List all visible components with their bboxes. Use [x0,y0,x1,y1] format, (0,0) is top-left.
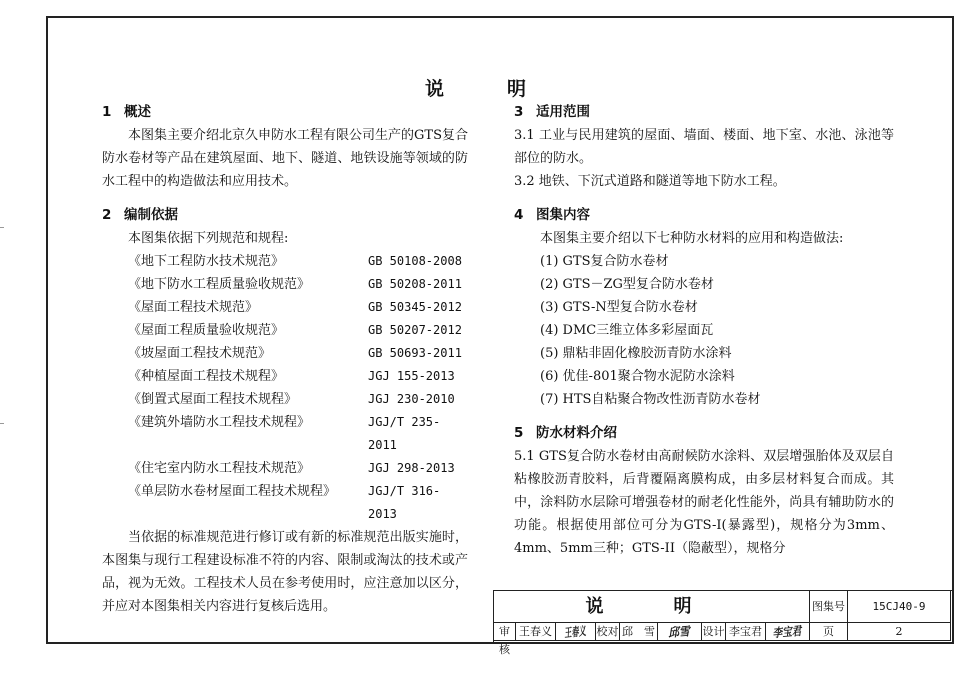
designer-signature: 李宝君 [766,623,810,641]
standard-name: 《屋面工程质量验收规范》 [128,323,285,338]
review-label: 审核 [494,623,516,641]
standard-name: 《单层防水卷材屋面工程技术规程》 [128,484,337,499]
section-heading [102,204,468,227]
standard-row [102,342,468,365]
scope-item: 3.2 地铁、下沉式道路和隧道等地下防水工程。 [514,174,786,189]
section-heading [514,101,894,124]
reviewer-signature: 王春义 [556,623,596,641]
contents-list [514,250,894,411]
contents-item: (1) GTS复合防水卷材 [540,254,669,269]
section-number: 1 [102,104,112,120]
standard-row [102,388,468,411]
contents-intro: 本图集主要介绍以下七种防水材料的应用和构造做法: [540,231,844,246]
standard-name: 《地下防水工程质量验收规范》 [128,277,311,292]
standard-name: 《建筑外墙防水工程技术规程》 [128,415,311,430]
standard-code: GB 50693-2011 [368,346,462,360]
section-number: 2 [102,207,112,223]
designer-name: 李宝君 [726,623,766,641]
contents-item: (2) GTS－ZG型复合防水卷材 [540,277,714,292]
standard-row [102,365,468,388]
standard-row [102,273,468,296]
contents-item: (3) GTS-N型复合防水卷材 [540,300,698,315]
margin-tick [0,227,4,228]
page-number: 2 [848,623,951,641]
material-intro-text: 5.1 GTS复合防水卷材由高耐候防水涂料、双层增强胎体及双层自粘橡胶沥青胶料，后背覆隔离膜构成，由多层材料复合而成。其中，涂料防水层除可增强卷材的耐老化性能外，尚具有辅助防水的功能。根据使用部位可分为GTS-I(暴露型)，规格分为3mm、4mm、5mm三种；GTS-II（隐蔽型），规格分 [514,449,894,556]
standard-code: JGJ 230-2010 [368,392,455,406]
standard-name: 《倒置式屋面工程技术规程》 [128,392,298,407]
contents-item: (6) 优佳-801聚合物水泥防水涂料 [540,369,735,384]
standard-row [102,250,468,273]
left-column [102,101,468,618]
atlas-number: 15CJ40-9 [848,591,951,623]
standard-code: GB 50207-2012 [368,323,462,337]
standard-name: 《屋面工程技术规范》 [128,300,259,315]
contents-item: (4) DMC三维立体多彩屋面瓦 [540,323,714,338]
design-label: 设计 [702,623,726,641]
margin-tick [0,423,4,424]
standard-code: JGJ 298-2013 [368,461,455,475]
section-title: 防水材料介绍 [536,425,617,441]
contents-item: (5) 鼎粘非固化橡胶沥青防水涂料 [540,346,732,361]
checker-signature: 邱雪 [658,623,702,641]
standard-code: JGJ 155-2013 [368,369,455,383]
title-block [493,590,952,656]
basis-intro: 本图集依据下列规范和规程: [128,231,289,246]
section-heading [102,101,468,124]
page-label: 页 [810,623,848,641]
section-title: 编制依据 [124,207,178,223]
standard-row [102,480,468,526]
atlas-number-label: 图集号 [810,591,848,623]
scope-item: 3.1 工业与民用建筑的屋面、墙面、楼面、地下室、水池、泳池等部位的防水。 [514,128,894,166]
standard-row [102,411,468,457]
section-number: 5 [514,425,524,441]
standard-name: 《种植屋面工程技术规程》 [128,369,285,384]
standards-list [102,250,468,526]
contents-item: (7) HTS自粘聚合物改性沥青防水卷材 [540,392,761,407]
section-number: 3 [514,104,524,120]
section-heading [514,422,894,445]
standard-code: GB 50108-2008 [368,254,462,268]
standard-code: JGJ/T 235-2011 [368,415,441,452]
checker-name: 邱 雪 [620,623,658,641]
standard-code: GB 50208-2011 [368,277,462,291]
standard-name: 《地下工程防水技术规范》 [128,254,285,269]
standard-row [102,296,468,319]
basis-note: 当依据的标准规范进行修订或有新的标准规范出版实施时，本图集与现行工程建设标准不符的内容、限制或淘汰的技术或产品，视为无效。工程技术人员在参考使用时，应注意加以区分，并应对本图集相关内容进行复核后选用。 [102,530,468,614]
overview-text: 本图集主要介绍北京久申防水工程有限公司生产的GTS复合防水卷材等产品在建筑屋面、地下、隧道、地铁设施等领域的防水工程中的构造做法和应用技术。 [102,128,468,189]
standard-code: JGJ/T 316-2013 [368,484,441,521]
title-block-title: 说 明 [494,591,810,623]
right-column [514,101,894,560]
check-label: 校对 [596,623,620,641]
section-heading [514,204,894,227]
section-title: 图集内容 [536,207,590,223]
standard-name: 《住宅室内防水工程技术规范》 [128,461,311,476]
standard-row [102,319,468,342]
standard-code: GB 50345-2012 [368,300,462,314]
page-title: 说 明 [424,78,548,100]
standard-row [102,457,468,480]
section-title: 适用范围 [536,104,590,120]
reviewer-name: 王春义 [516,623,556,641]
section-number: 4 [514,207,524,223]
standard-name: 《坡屋面工程技术规范》 [128,346,272,361]
section-title: 概述 [124,104,151,120]
